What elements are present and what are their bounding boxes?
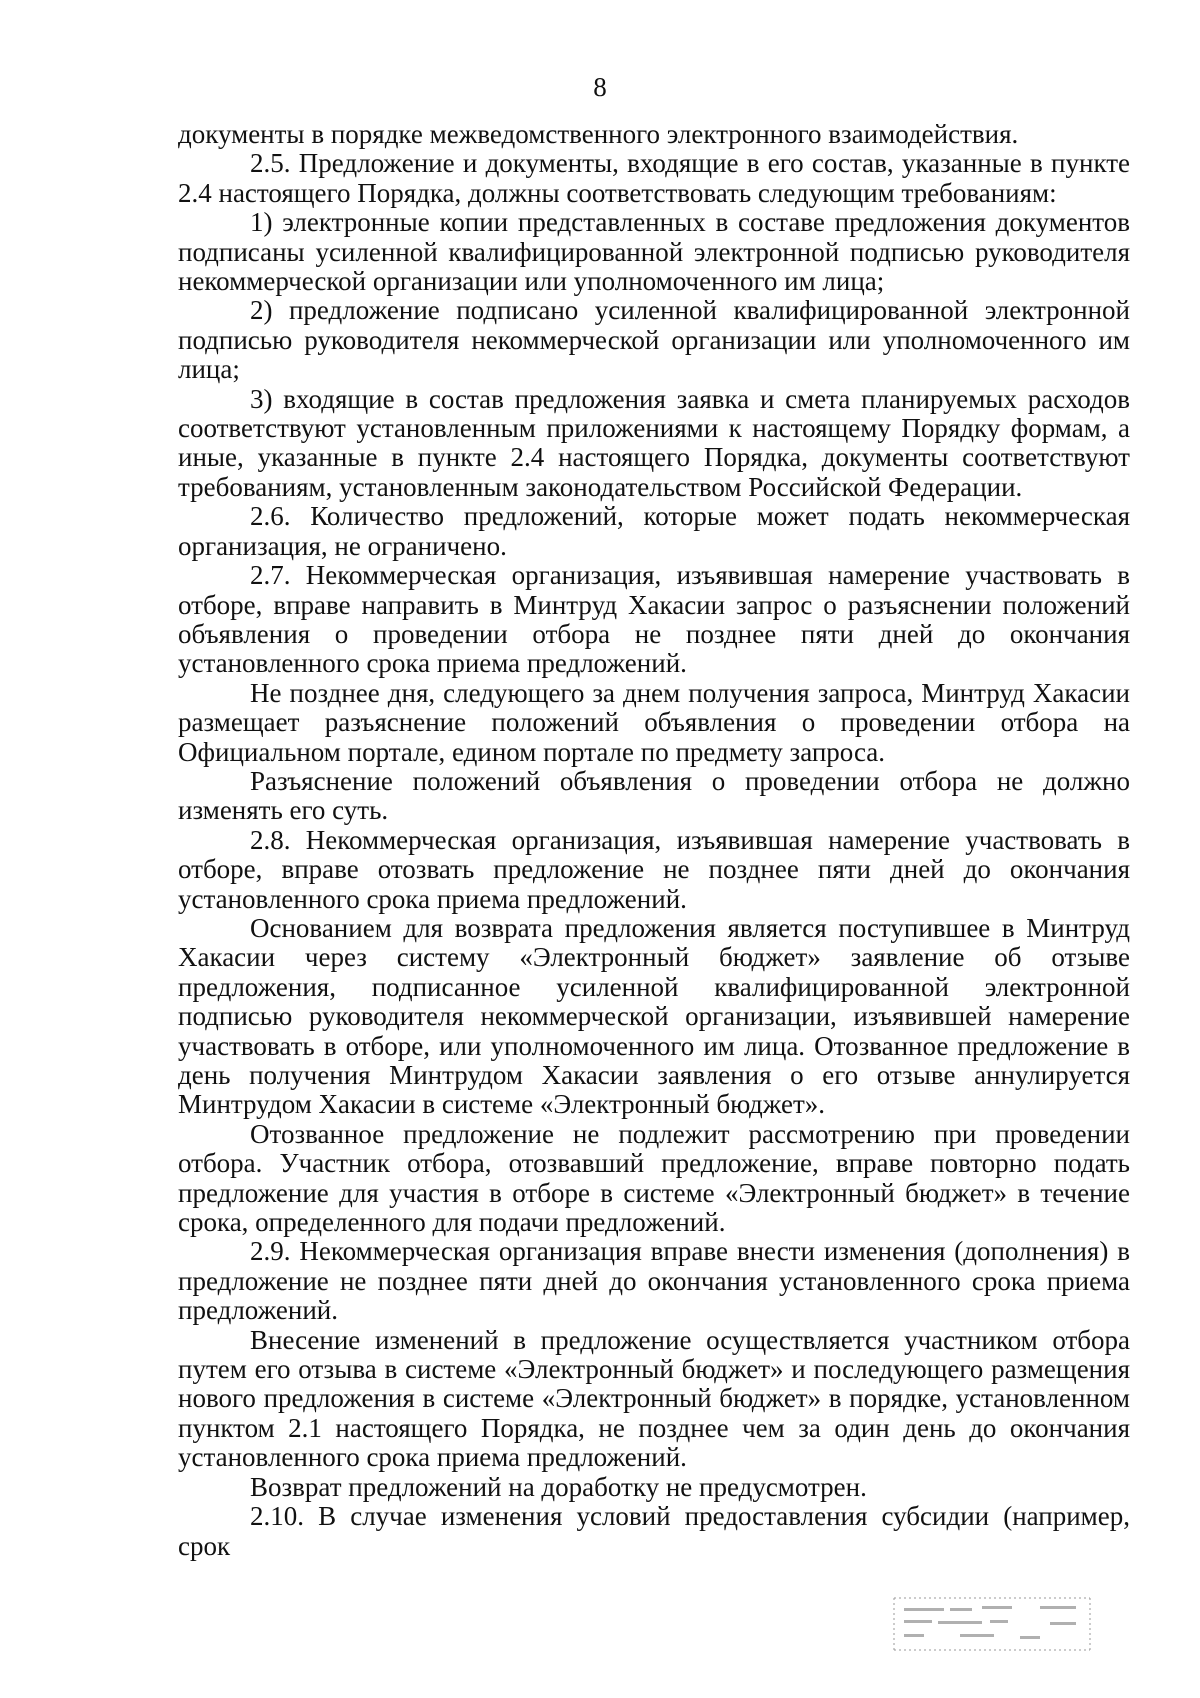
paragraph: 2.9. Некоммерческая организация вправе внести изменения (дополнения) в предложение не позднее пяти дней до окончания установленного срока приема предложений. xyxy=(178,1236,1130,1326)
paragraph: 2.7. Некоммерческая организация, изъявившая намерение участвовать в отборе, вправе направить в Минтруд Хакасии запрос о разъяснении положений объявления о проведении отбора не позднее пяти дней до окончания установленного срока приема предложений. xyxy=(178,560,1130,679)
paragraph: Внесение изменений в предложение осуществляется участником отбора путем его отзыва в системе «Электронный бюджет» и последующего размещения нового предложения в системе «Электронный бюджет» в порядке, установленном пунктом 2.1 настоящего Порядка, не позднее чем за один день до окончания установленного срока приема предложений. xyxy=(178,1324,1130,1473)
paragraph: Основанием для возврата предложения является поступившее в Минтруд Хакасии через систему «Электронный бюджет» заявление об отзыве предложения, подписанное усиленной квалифицированной электронной подписью руководителя некоммерческой организации, изъявившей намерение участвовать в отборе, или уполномоченного им лица. Отозванное предложение в день получения Минтрудом Хакасии заявления о его отзыве аннулируется Минтрудом Хакасии в системе «Электронный бюджет». xyxy=(178,912,1130,1120)
paragraph: 2) предложение подписано усиленной квалифицированной электронной подписью руководителя некоммерческой организации или уполномоченного им лица; xyxy=(178,295,1130,385)
paragraph: 3) входящие в состав предложения заявка и смета планируемых расходов соответствуют установленным приложениями к настоящему Порядку формам, а иные, указанные в пункте 2.4 настоящего Порядка, документы соответствуют требованиям, установленным законодательством Российской Федерации. xyxy=(178,383,1130,502)
document-body xyxy=(178,120,1130,1561)
paragraph: Не позднее дня, следующего за днем получения запроса, Минтруд Хакасии размещает разъяснение положений объявления о проведении отбора на Официальном портале, едином портале по предмету запроса. xyxy=(178,677,1130,767)
electronic-signature-stamp xyxy=(890,1592,1102,1656)
paragraph: 2.10. В случае изменения условий предоставления субсидии (например, срок xyxy=(178,1501,1130,1561)
paragraph: 2.8. Некоммерческая организация, изъявившая намерение участвовать в отборе, вправе отозвать предложение не позднее пяти дней до окончания установленного срока приема предложений. xyxy=(178,824,1130,914)
paragraph: 1) электронные копии представленных в составе предложения документов подписаны усиленной квалифицированной электронной подписью руководителя некоммерческой организации или уполномоченного им лица; xyxy=(178,207,1130,297)
paragraph: Возврат предложений на доработку не предусмотрен. xyxy=(250,1471,867,1502)
paragraph: Отозванное предложение не подлежит рассмотрению при проведении отбора. Участник отбора, отозвавший предложение, вправе повторно подать предложение для участия в отборе в системе «Электронный бюджет» в течение срока, определенного для подачи предложений. xyxy=(178,1118,1130,1238)
page-number: 8 xyxy=(593,72,607,102)
paragraph: Разъяснение положений объявления о проведении отбора не должно изменять его суть. xyxy=(178,765,1130,826)
paragraph: документы в порядке межведомственного электронного взаимодействия. xyxy=(178,119,1019,149)
paragraph: 2.6. Количество предложений, которые может подать некоммерческая организация, не ограничено. xyxy=(178,501,1130,561)
paragraph: 2.5. Предложение и документы, входящие в его состав, указанные в пункте 2.4 настоящего Порядка, должны соответствовать следующим требованиям: xyxy=(178,148,1130,208)
